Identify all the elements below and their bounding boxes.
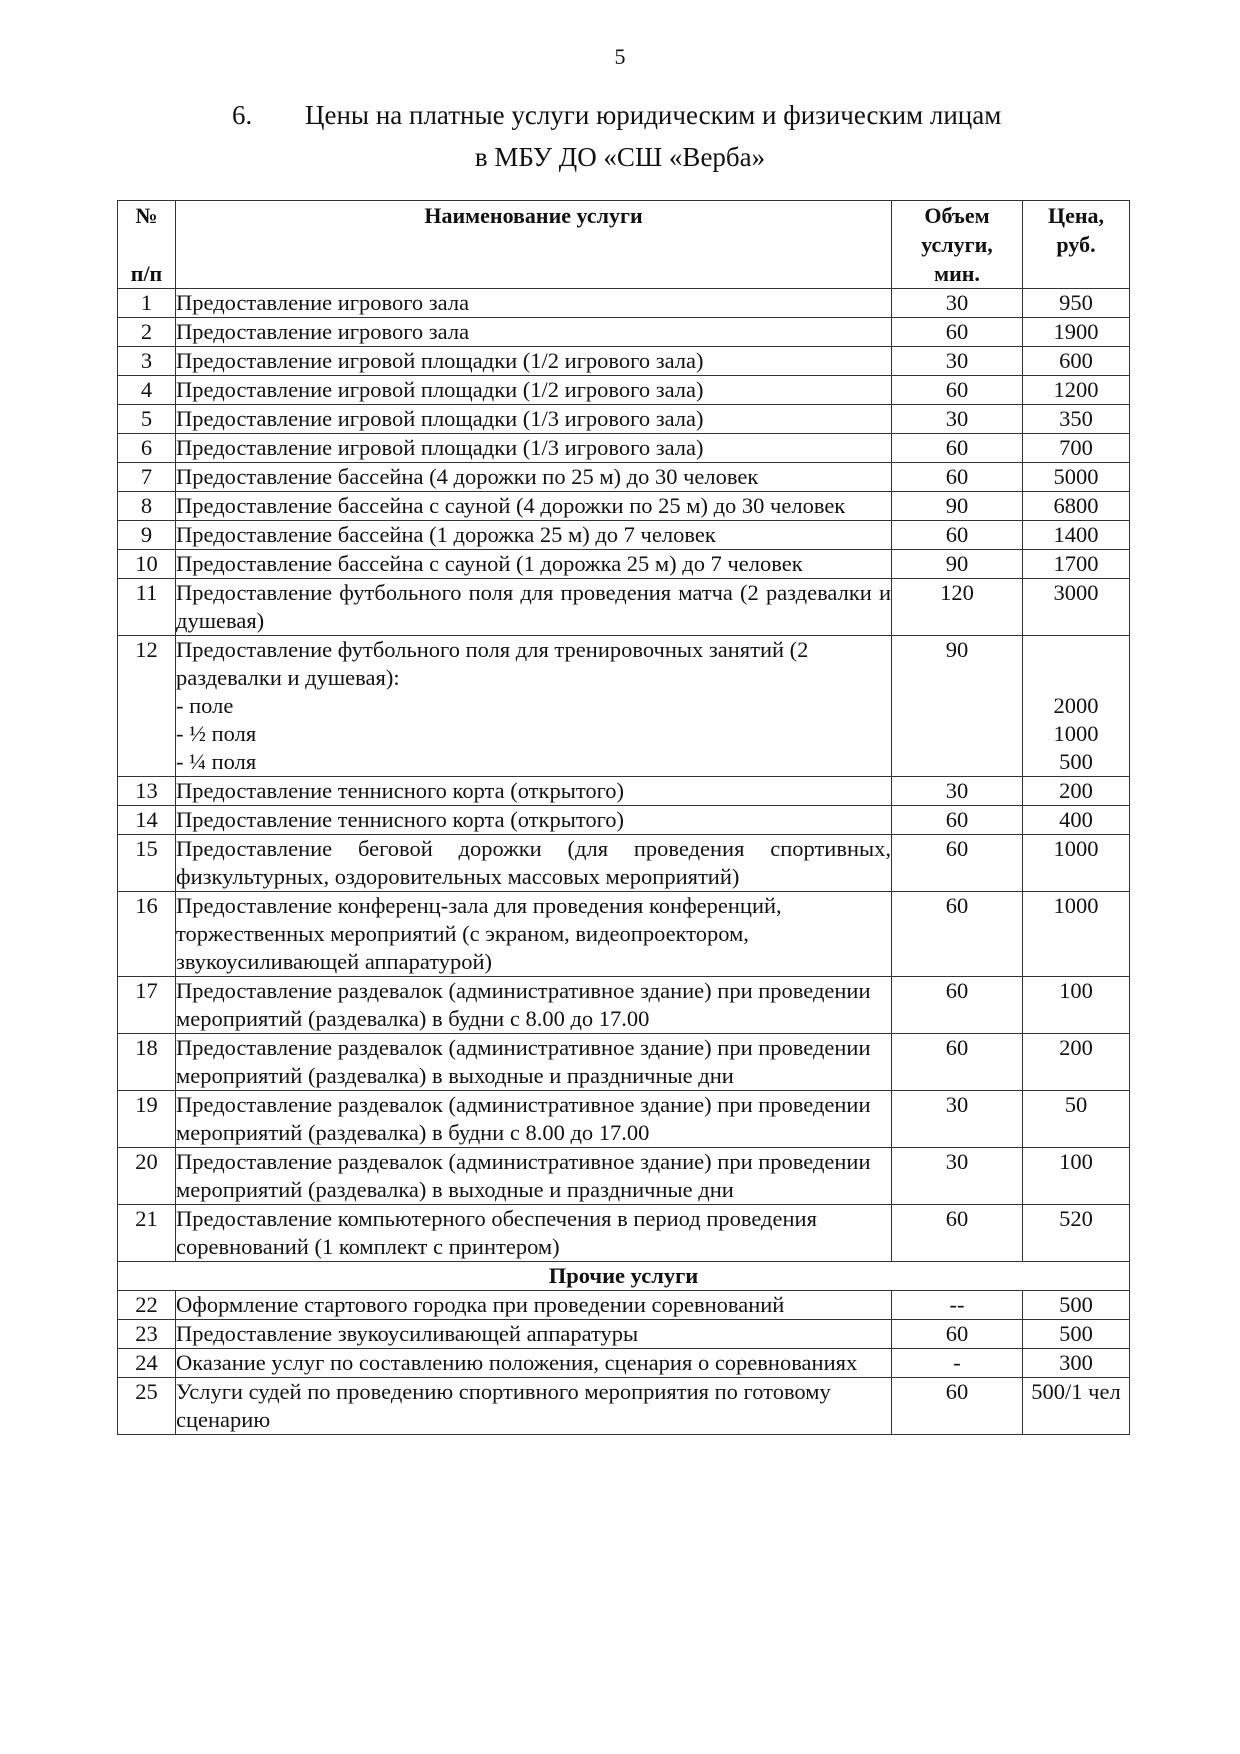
table-row bbox=[118, 579, 1130, 636]
table-row bbox=[118, 1205, 1130, 1262]
service-name: Предоставление бассейна с сауной (4 дорожки по 25 м) до 30 человек bbox=[176, 492, 892, 521]
service-name bbox=[176, 636, 892, 777]
service-price: 5000 bbox=[1023, 463, 1130, 492]
row-number: 3 bbox=[118, 347, 176, 376]
service-price: 700 bbox=[1023, 434, 1130, 463]
service-price bbox=[1023, 636, 1130, 777]
table-row bbox=[118, 1034, 1130, 1091]
service-price: 520 bbox=[1023, 1205, 1130, 1262]
table-body-main bbox=[118, 289, 1130, 636]
table-row bbox=[118, 835, 1130, 892]
service-volume: 60 bbox=[892, 463, 1023, 492]
service-price: 100 bbox=[1023, 977, 1130, 1034]
option-price: 2000 bbox=[1053, 693, 1099, 718]
service-name: Предоставление игровой площадки (1/3 игрового зала) bbox=[176, 434, 892, 463]
row-number: 9 bbox=[118, 521, 176, 550]
service-name: Предоставление бассейна с сауной (1 дорожка 25 м) до 7 человек bbox=[176, 550, 892, 579]
table-body-second bbox=[118, 777, 1130, 1262]
section-other-services bbox=[118, 1262, 1130, 1291]
header-number-pp: п/п bbox=[130, 261, 163, 286]
row-number: 11 bbox=[118, 579, 176, 636]
row-number: 10 bbox=[118, 550, 176, 579]
service-price: 350 bbox=[1023, 405, 1130, 434]
service-volume: 60 bbox=[892, 835, 1023, 892]
service-price: 400 bbox=[1023, 806, 1130, 835]
service-name: Предоставление игрового зала bbox=[176, 318, 892, 347]
service-volume: 60 bbox=[892, 434, 1023, 463]
row-number: 22 bbox=[118, 1291, 176, 1320]
service-price: 200 bbox=[1023, 777, 1130, 806]
service-option: - ½ поля bbox=[176, 721, 257, 746]
service-volume: 90 bbox=[892, 492, 1023, 521]
service-volume: 30 bbox=[892, 289, 1023, 318]
service-volume: 30 bbox=[892, 777, 1023, 806]
service-name: Предоставление конференц-зала для проведения конференций, торжественных мероприятий (с экраном, видеопроектором, звукоусиливающей аппаратурой) bbox=[176, 892, 892, 977]
row-number: 8 bbox=[118, 492, 176, 521]
service-volume: -- bbox=[892, 1291, 1023, 1320]
table-row bbox=[118, 636, 1130, 777]
row-number: 4 bbox=[118, 376, 176, 405]
option-price: 1000 bbox=[1053, 721, 1099, 746]
service-volume: 60 bbox=[892, 1205, 1023, 1262]
row-number: 13 bbox=[118, 777, 176, 806]
service-price: 1000 bbox=[1023, 835, 1130, 892]
row-number: 12 bbox=[118, 636, 176, 777]
service-name: Предоставление раздевалок (административное здание) при проведении мероприятий (раздевалка) в будни с 8.00 до 17.00 bbox=[176, 1091, 892, 1148]
table-row bbox=[118, 521, 1130, 550]
table-row bbox=[118, 318, 1130, 347]
table-row bbox=[118, 347, 1130, 376]
row-number: 5 bbox=[118, 405, 176, 434]
row-number: 25 bbox=[118, 1378, 176, 1435]
service-name: Предоставление раздевалок (административное здание) при проведении мероприятий (раздевалка) в выходные и праздничные дни bbox=[176, 1148, 892, 1205]
table-row bbox=[118, 892, 1130, 977]
service-name: Предоставление игрового зала bbox=[176, 289, 892, 318]
service-name: Предоставление раздевалок (административное здание) при проведении мероприятий (раздевалка) в будни с 8.00 до 17.00 bbox=[176, 977, 892, 1034]
service-name: Предоставление теннисного корта (открытого) bbox=[176, 806, 892, 835]
section-title: Прочие услуги bbox=[118, 1262, 1130, 1291]
table-row bbox=[118, 1291, 1130, 1320]
service-price: 1900 bbox=[1023, 318, 1130, 347]
service-volume: 30 bbox=[892, 347, 1023, 376]
service-volume: 90 bbox=[892, 636, 1023, 777]
service-name: Оказание услуг по составлению положения, сценария о соревнованиях bbox=[176, 1349, 892, 1378]
service-price: 500 bbox=[1023, 1291, 1130, 1320]
table-row bbox=[118, 434, 1130, 463]
row-number: 16 bbox=[118, 892, 176, 977]
service-name: Предоставление игровой площадки (1/2 игрового зала) bbox=[176, 347, 892, 376]
column-header-price bbox=[1023, 201, 1130, 289]
row-number: 21 bbox=[118, 1205, 176, 1262]
price-spacer bbox=[1023, 636, 1129, 692]
service-price: 1000 bbox=[1023, 892, 1130, 977]
table-row bbox=[118, 405, 1130, 434]
table-row bbox=[118, 1091, 1130, 1148]
service-name: Предоставление игровой площадки (1/3 игрового зала) bbox=[176, 405, 892, 434]
row-number: 6 bbox=[118, 434, 176, 463]
service-volume: 30 bbox=[892, 1148, 1023, 1205]
service-price: 100 bbox=[1023, 1148, 1130, 1205]
service-name: Услуги судей по проведению спортивного мероприятия по готовому сценарию bbox=[176, 1378, 892, 1435]
column-header-name: Наименование услуги bbox=[176, 201, 892, 289]
row-number: 7 bbox=[118, 463, 176, 492]
column-header-volume bbox=[892, 201, 1023, 289]
row-number: 14 bbox=[118, 806, 176, 835]
table-row bbox=[118, 1349, 1130, 1378]
heading-line-1: Цены на платные услуги юридическим и физическим лицам bbox=[305, 100, 1002, 130]
service-volume: - bbox=[892, 1349, 1023, 1378]
service-name: Предоставление беговой дорожки (для проведения спортивных, физкультурных, оздоровительных массовых мероприятий) bbox=[176, 835, 892, 892]
service-volume: 60 bbox=[892, 318, 1023, 347]
service-price: 600 bbox=[1023, 347, 1130, 376]
section-number: 6. bbox=[232, 100, 253, 130]
table-body-other bbox=[118, 1291, 1130, 1435]
service-price: 500 bbox=[1023, 1320, 1130, 1349]
service-name-text: Предоставление футбольного поля для тренировочных занятий (2 раздевалки и душевая): bbox=[176, 637, 809, 690]
row-number: 23 bbox=[118, 1320, 176, 1349]
header-number-sign: № bbox=[135, 203, 158, 228]
page-number: 5 bbox=[614, 44, 626, 69]
row-number: 20 bbox=[118, 1148, 176, 1205]
service-name: Предоставление бассейна (4 дорожки по 25 м) до 30 человек bbox=[176, 463, 892, 492]
service-name: Предоставление раздевалок (административное здание) при проведении мероприятий (раздевалка) в выходные и праздничные дни bbox=[176, 1034, 892, 1091]
service-name: Предоставление теннисного корта (открытого) bbox=[176, 777, 892, 806]
service-volume: 120 bbox=[892, 579, 1023, 636]
row-number: 18 bbox=[118, 1034, 176, 1091]
service-volume: 30 bbox=[892, 1091, 1023, 1148]
service-name: Предоставление бассейна (1 дорожка 25 м) до 7 человек bbox=[176, 521, 892, 550]
table-row bbox=[118, 463, 1130, 492]
service-price: 1700 bbox=[1023, 550, 1130, 579]
table-row bbox=[118, 376, 1130, 405]
service-price: 300 bbox=[1023, 1349, 1130, 1378]
service-price: 1200 bbox=[1023, 376, 1130, 405]
table-row bbox=[118, 806, 1130, 835]
service-volume: 60 bbox=[892, 1378, 1023, 1435]
header-volume-line-3: мин. bbox=[934, 261, 980, 286]
service-price: 950 bbox=[1023, 289, 1130, 318]
table-row bbox=[118, 1378, 1130, 1435]
service-volume: 90 bbox=[892, 550, 1023, 579]
service-volume: 60 bbox=[892, 892, 1023, 977]
column-header-number bbox=[118, 201, 176, 289]
service-price: 500/1 чел bbox=[1023, 1378, 1130, 1435]
table-row bbox=[118, 777, 1130, 806]
table-row bbox=[118, 1320, 1130, 1349]
table-row bbox=[118, 492, 1130, 521]
table-row bbox=[118, 1148, 1130, 1205]
service-price: 1400 bbox=[1023, 521, 1130, 550]
table-row-12-group bbox=[118, 636, 1130, 777]
service-option: - ¼ поля bbox=[176, 749, 257, 774]
service-price: 6800 bbox=[1023, 492, 1130, 521]
table-header-row bbox=[118, 201, 1130, 289]
service-volume: 60 bbox=[892, 376, 1023, 405]
header-volume-line-1: Объем bbox=[924, 203, 990, 228]
table-row bbox=[118, 550, 1130, 579]
header-price-line-1: Цена, bbox=[1047, 203, 1105, 228]
row-number: 24 bbox=[118, 1349, 176, 1378]
service-name: Предоставление компьютерного обеспечения в период проведения соревнований (1 комплект с принтером) bbox=[176, 1205, 892, 1262]
header-volume-line-2: услуги, bbox=[921, 232, 993, 257]
service-price: 50 bbox=[1023, 1091, 1130, 1148]
service-volume: 60 bbox=[892, 806, 1023, 835]
service-option: - поле bbox=[176, 693, 234, 718]
service-volume: 60 bbox=[892, 1034, 1023, 1091]
service-volume: 60 bbox=[892, 977, 1023, 1034]
service-volume: 60 bbox=[892, 1320, 1023, 1349]
table-row bbox=[118, 289, 1130, 318]
service-price: 3000 bbox=[1023, 579, 1130, 636]
row-number: 2 bbox=[118, 318, 176, 347]
price-table bbox=[117, 200, 1130, 1435]
section-row bbox=[118, 1262, 1130, 1291]
service-name: Оформление стартового городка при проведении соревнований bbox=[176, 1291, 892, 1320]
row-number: 19 bbox=[118, 1091, 176, 1148]
service-name: Предоставление футбольного поля для проведения матча (2 раздевалки и душевая) bbox=[176, 579, 892, 636]
service-name: Предоставление звукоусиливающей аппаратуры bbox=[176, 1320, 892, 1349]
service-price: 200 bbox=[1023, 1034, 1130, 1091]
service-name: Предоставление игровой площадки (1/2 игрового зала) bbox=[176, 376, 892, 405]
service-volume: 60 bbox=[892, 521, 1023, 550]
table-row bbox=[118, 977, 1130, 1034]
heading-line-2: в МБУ ДО «СШ «Верба» bbox=[474, 142, 766, 172]
service-volume: 30 bbox=[892, 405, 1023, 434]
row-number: 17 bbox=[118, 977, 176, 1034]
option-price: 500 bbox=[1059, 749, 1093, 774]
row-number: 15 bbox=[118, 835, 176, 892]
header-price-line-2: руб. bbox=[1056, 232, 1096, 257]
row-number: 1 bbox=[118, 289, 176, 318]
